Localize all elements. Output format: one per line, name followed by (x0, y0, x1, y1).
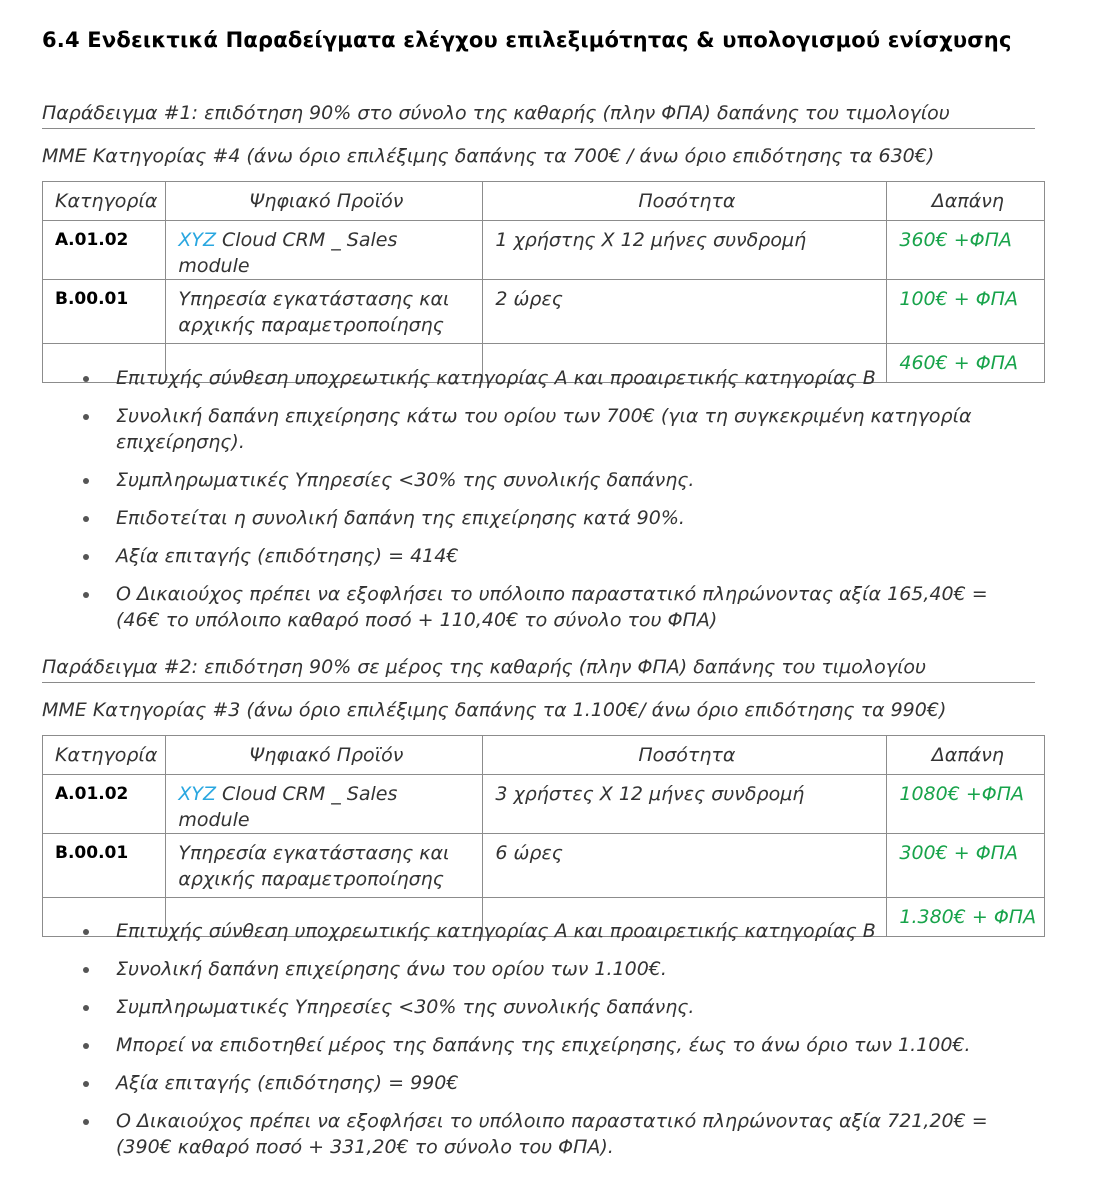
list-item: Μπορεί να επιδοτηθεί μέρος της δαπάνης της επιχείρησης, έως το άνω όριο των 1.100€. (42, 1032, 1036, 1058)
example-1-title: Παράδειγμα #1: επιδότηση 90% στο σύνολο της καθαρής (πλην ΦΠΑ) δαπάνης του τιμολογίου (42, 102, 1035, 129)
list-item: Συνολική δαπάνη επιχείρησης κάτω του ορίου των 700€ (για τη συγκεκριμένη κατηγορία επιχείρησης). (42, 403, 1106, 455)
section-heading: 6.4 Ενδεικτικά Παραδείγματα ελέγχου επιλεξιμότητας & υπολογισμού ενίσχυσης (42, 28, 1012, 52)
header-product: Ψηφιακό Προϊόν (166, 182, 483, 221)
total-cost: 460€ + ΦΠΑ (887, 344, 1045, 383)
header-quantity: Ποσότητα (483, 736, 887, 775)
product-name: Cloud CRM _ Sales module (178, 783, 398, 831)
header-category: Κατηγορία (43, 182, 166, 221)
product-brand: XYZ (178, 229, 216, 251)
row-product (166, 280, 483, 344)
product-name: Υπηρεσία εγκατάστασης και αρχικής παραμετροποίησης (178, 842, 450, 890)
list-item: Ο Δικαιούχος πρέπει να εξοφλήσει το υπόλοιπο παραστατικό πληρώνοντας αξία 721,20€ = (390€ καθαρό ποσό + 331,20€ το σύνολο του ΦΠΑ). (42, 1108, 1006, 1160)
example-2-table (42, 735, 1045, 937)
table-header-row (43, 182, 1045, 221)
row-product (166, 775, 483, 834)
header-cost: Δαπάνη (887, 736, 1045, 775)
table-row (43, 834, 1045, 898)
list-item: Συνολική δαπάνη επιχείρησης άνω του ορίου των 1.100€. (42, 956, 1036, 982)
row-product (166, 221, 483, 280)
row-quantity: 2 ώρες (483, 280, 887, 344)
header-cost: Δαπάνη (887, 182, 1045, 221)
row-category-code: Β.00.01 (43, 834, 166, 898)
example-1-table (42, 181, 1045, 383)
list-item: Αξία επιταγής (επιδότησης) = 414€ (42, 543, 1036, 569)
row-product (166, 834, 483, 898)
row-quantity: 6 ώρες (483, 834, 887, 898)
row-cost: 100€ + ΦΠΑ (887, 280, 1045, 344)
example-1-subtitle: ΜΜΕ Κατηγορίας #4 (άνω όριο επιλέξιμης δαπάνης τα 700€ / άνω όριο επιδότησης τα 630€) (42, 145, 935, 167)
product-brand: XYZ (178, 783, 216, 805)
list-item: Αξία επιταγής (επιδότησης) = 990€ (42, 1070, 1036, 1096)
example-2-subtitle: ΜΜΕ Κατηγορίας #3 (άνω όριο επιλέξιμης δαπάνης τα 1.100€/ άνω όριο επιδότησης τα 990€) (42, 699, 947, 721)
list-item: Επιτυχής σύνθεση υποχρεωτικής κατηγορίας Α και προαιρετικής κατηγορίας Β (42, 918, 1036, 944)
product-name: Cloud CRM _ Sales module (178, 229, 398, 277)
example-1-bullets (42, 365, 1106, 645)
row-cost: 360€ +ΦΠΑ (887, 221, 1045, 280)
list-item: Ο Δικαιούχος πρέπει να εξοφλήσει το υπόλοιπο παραστατικό πληρώνοντας αξία 165,40€ = (46€ το υπόλοιπο καθαρό ποσό + 110,40€ το σύνολο του ΦΠΑ) (42, 581, 1021, 633)
example-2-title: Παράδειγμα #2: επιδότηση 90% σε μέρος της καθαρής (πλην ΦΠΑ) δαπάνης του τιμολογίου (42, 656, 1035, 683)
product-name: Υπηρεσία εγκατάστασης και αρχικής παραμετροποίησης (178, 288, 450, 336)
row-cost: 1080€ +ΦΠΑ (887, 775, 1045, 834)
example-2-bullets (42, 918, 1036, 1172)
table-row (43, 221, 1045, 280)
table-header-row (43, 736, 1045, 775)
list-item: Συμπληρωματικές Υπηρεσίες <30% της συνολικής δαπάνης. (42, 994, 1036, 1020)
list-item: Συμπληρωματικές Υπηρεσίες <30% της συνολικής δαπάνης. (42, 467, 1036, 493)
row-category-code: Β.00.01 (43, 280, 166, 344)
header-category: Κατηγορία (43, 736, 166, 775)
header-product: Ψηφιακό Προϊόν (166, 736, 483, 775)
row-quantity: 1 χρήστης Χ 12 μήνες συνδρομή (483, 221, 887, 280)
table-row (43, 775, 1045, 834)
row-category-code: Α.01.02 (43, 221, 166, 280)
table-row (43, 280, 1045, 344)
header-quantity: Ποσότητα (483, 182, 887, 221)
total-cost: 1.380€ + ΦΠΑ (887, 898, 1045, 937)
row-category-code: Α.01.02 (43, 775, 166, 834)
list-item: Επιτυχής σύνθεση υποχρεωτικής κατηγορίας Α και προαιρετικής κατηγορίας Β (42, 365, 1036, 391)
list-item: Επιδοτείται η συνολική δαπάνη της επιχείρησης κατά 90%. (42, 505, 1036, 531)
row-quantity: 3 χρήστες Χ 12 μήνες συνδρομή (483, 775, 887, 834)
row-cost: 300€ + ΦΠΑ (887, 834, 1045, 898)
